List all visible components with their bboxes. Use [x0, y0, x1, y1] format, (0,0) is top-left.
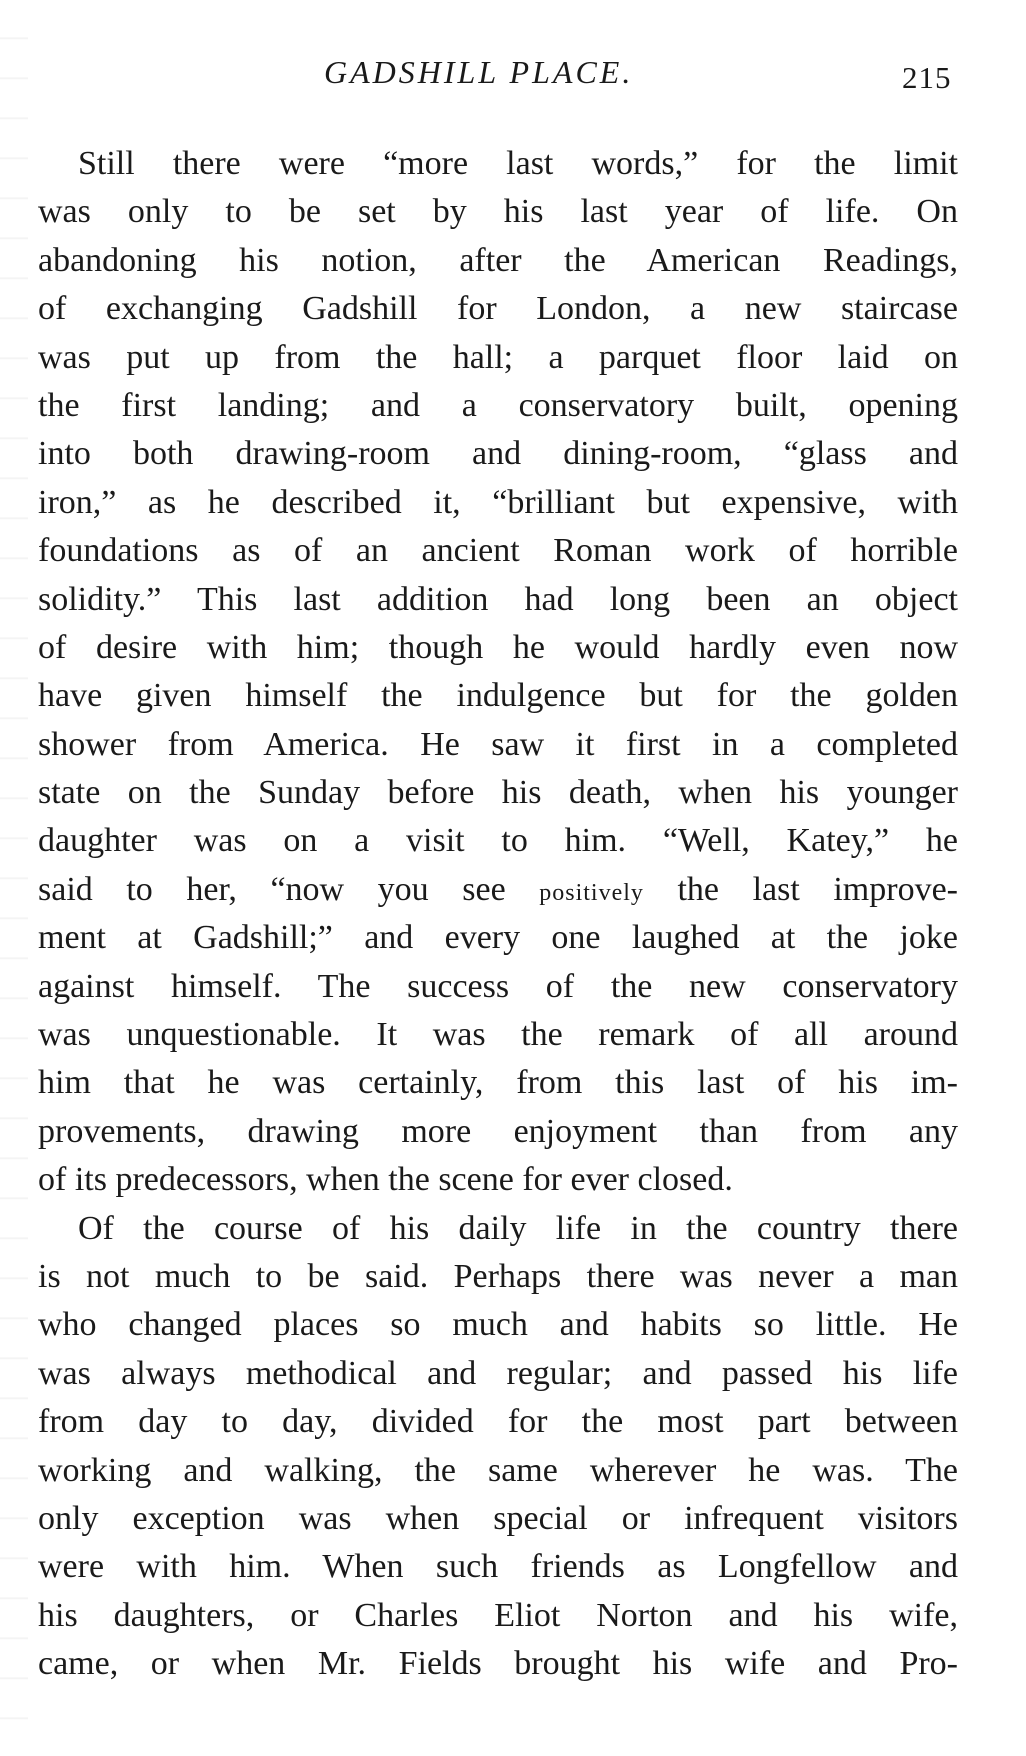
page-margin-edge — [0, 0, 28, 1756]
text-line — [38, 866, 958, 914]
text-line: the first landing; and a conservatory built, opening — [38, 386, 958, 424]
text-line: only exception was when special or infrequent visitors — [38, 1499, 958, 1537]
text-line: ment at Gadshill;” and every one laughed at the joke — [38, 919, 958, 957]
text-line: his daughters, or Charles Eliot Norton and his wife, — [38, 1596, 958, 1634]
running-head — [0, 54, 1026, 94]
page-number: 215 — [902, 60, 952, 95]
text-fragment: said to her, “now you see — [38, 870, 540, 908]
text-line: state on the Sunday before his death, when his younger — [38, 774, 958, 812]
text-line: him that he was certainly, from this last of his im- — [38, 1064, 958, 1102]
text-line: who changed places so much and habits so little. He — [38, 1306, 958, 1344]
text-line: working and walking, the same wherever he was. The — [38, 1451, 958, 1489]
text-line: against himself. The success of the new conservatory — [38, 967, 958, 1005]
text-line: is not much to be said. Perhaps there was never a man — [38, 1257, 958, 1295]
text-line: was unquestionable. It was the remark of all around — [38, 1016, 958, 1054]
text-line: of exchanging Gadshill for London, a new staircase — [38, 290, 958, 328]
text-line: was only to be set by his last year of life. On — [38, 193, 958, 231]
text-line: came, or when Mr. Fields brought his wife and Pro- — [38, 1645, 958, 1683]
text-line: of its predecessors, when the scene for ever closed. — [38, 1161, 733, 1199]
text-line: daughter was on a visit to him. “Well, Katey,” he — [38, 822, 958, 860]
text-line: was put up from the hall; a parquet floor laid on — [38, 338, 958, 376]
text-line: iron,” as he described it, “brilliant but expensive, with — [38, 483, 958, 521]
small-caps-word: positively — [539, 879, 644, 906]
text-line: abandoning his notion, after the American Readings, — [38, 241, 958, 279]
text-line: into both drawing-room and dining-room, “glass and — [38, 435, 958, 473]
text-line: shower from America. He saw it first in a completed — [38, 725, 958, 763]
text-line: was always methodical and regular; and passed his life — [38, 1354, 958, 1392]
text-line: foundations as of an ancient Roman work of horrible — [38, 532, 958, 570]
text-line: of desire with him; though he would hardly even now — [38, 628, 958, 666]
text-fragment: the last improve- — [643, 870, 958, 908]
text-line: Of the course of his daily life in the country there — [78, 1209, 958, 1247]
text-line: Still there were “more last words,” for the limit — [78, 145, 958, 182]
running-title: GADSHILL PLACE. — [324, 54, 634, 90]
text-line: from day to day, divided for the most part between — [38, 1403, 958, 1441]
text-line: have given himself the indulgence but for the golden — [38, 677, 958, 715]
text-line: provements, drawing more enjoyment than from any — [38, 1112, 958, 1150]
body-text — [38, 140, 958, 1689]
text-line: were with him. When such friends as Longfellow and — [38, 1548, 958, 1586]
text-line: solidity.” This last addition had long been an object — [38, 580, 958, 618]
